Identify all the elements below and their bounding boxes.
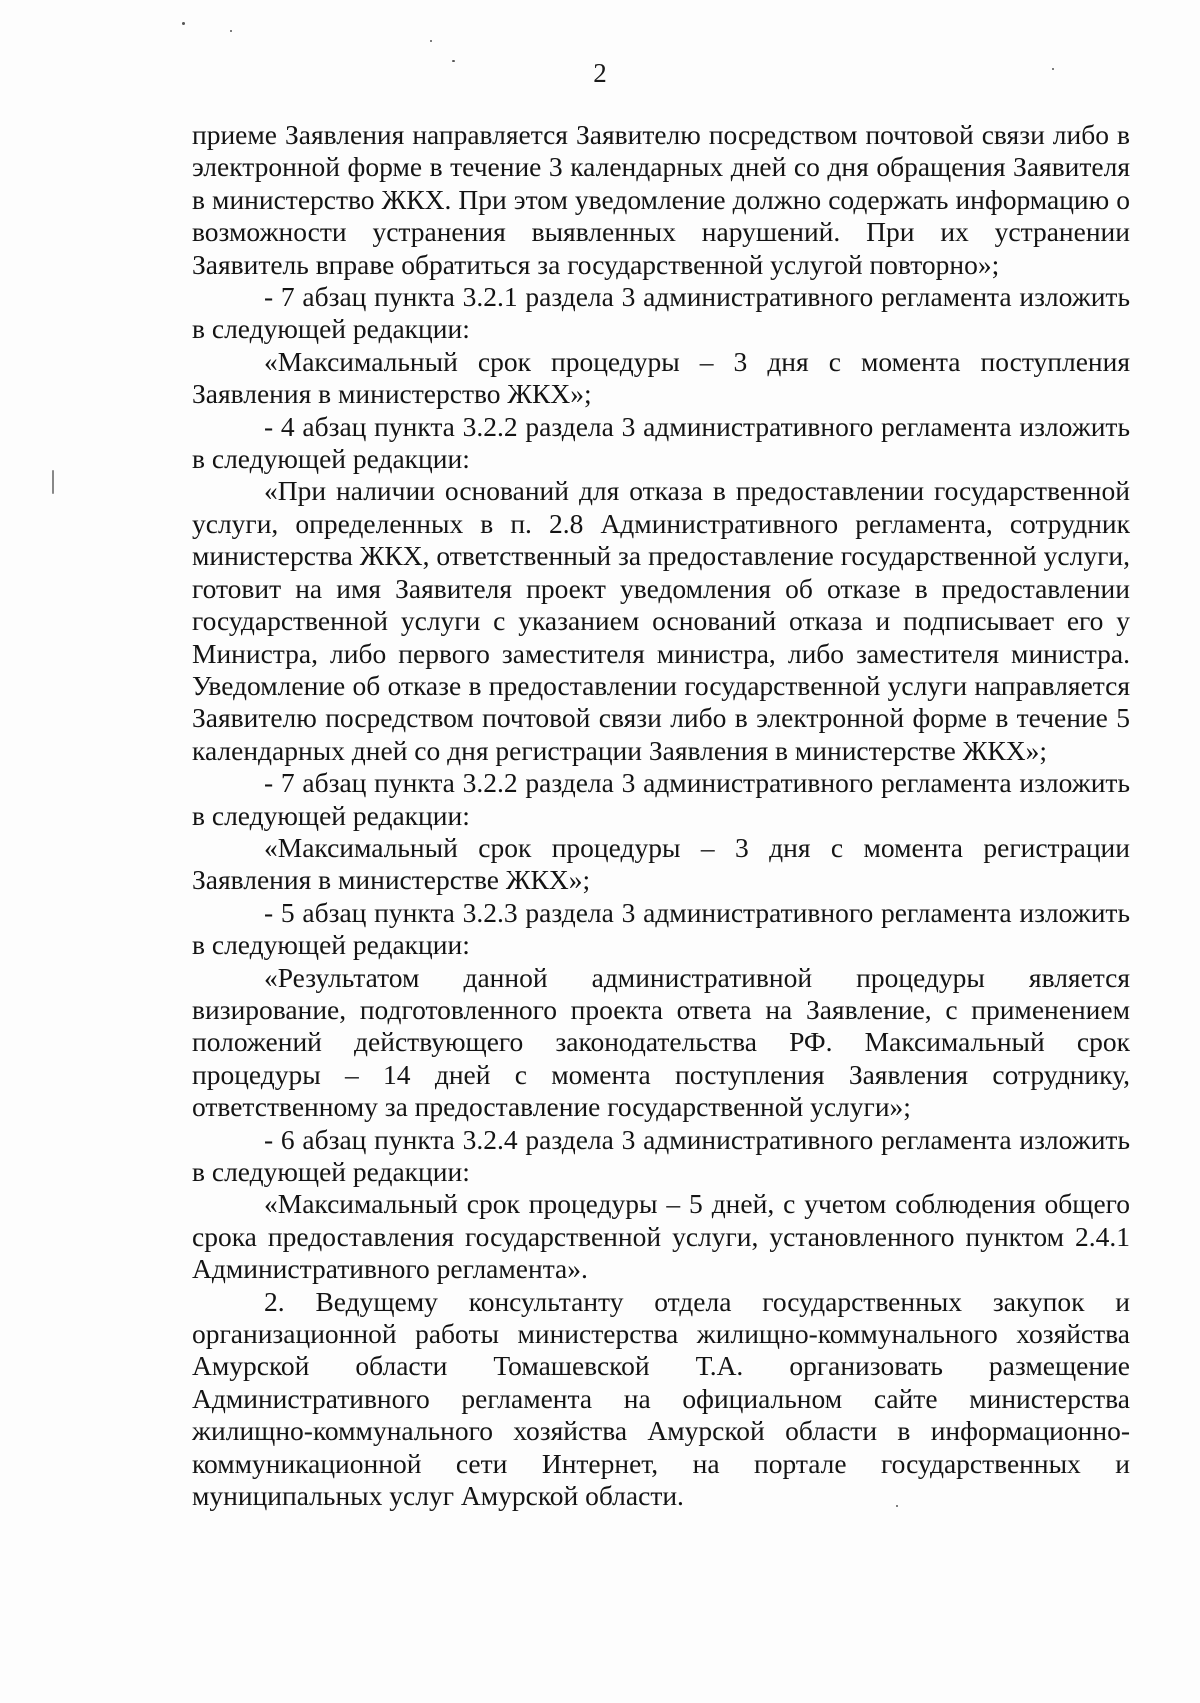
paragraph-quote-3-2-1: «Максимальный срок процедуры – 3 дня с момента поступления Заявления в министерство ЖКХ»; — [192, 345, 1130, 410]
scan-speck — [896, 1505, 898, 1507]
scan-speck — [230, 30, 232, 32]
scan-speck — [430, 40, 432, 42]
paragraph-amendment-3-2-2-a7: - 7 абзац пункта 3.2.2 раздела 3 административного регламента изложить в следующей редакции: — [192, 767, 1130, 831]
paragraph-quote-3-2-2-a7: «Максимальный срок процедуры – 3 дня с момента регистрации Заявления в министерстве ЖКХ»; — [192, 831, 1130, 896]
scan-speck — [452, 60, 455, 62]
scan-speck — [182, 22, 185, 25]
scan-speck — [52, 470, 54, 494]
paragraph-amendment-3-2-4: - 6 абзац пункта 3.2.4 раздела 3 административного регламента изложить в следующей редакции: — [192, 1123, 1130, 1187]
paragraph-amendment-3-2-1: - 7 абзац пункта 3.2.1 раздела 3 административного регламента изложить в следующей редакции: — [192, 281, 1130, 345]
paragraph-quote-3-2-3: «Результатом данной административной процедуры является визирование, подготовленного проекта ответа на Заявление, с применением положений действующего законодательства РФ. Максимальный срок процедуры – 14 дней с момента поступления Заявления сотруднику, ответственному за предоставление государственной услуги»; — [192, 961, 1130, 1123]
document-body — [192, 119, 1130, 1512]
page-number: 2 — [593, 58, 607, 88]
paragraph-continuation: приеме Заявления направляется Заявителю посредством почтовой связи либо в электронной форме в течение 3 календарных дней со дня обращения Заявителя в министерство ЖКХ. При этом уведомление должно содержать информацию о возможности устранения выявленных нарушений. При их устранении Заявитель вправе обратиться за государственной услугой повторно»; — [192, 119, 1130, 280]
paragraph-quote-3-2-2-a4: «При наличии оснований для отказа в предоставлении государственной услуги, определенных в п. 2.8 Административного регламента, сотрудник министерства ЖКХ, ответственный за предоставление государственной услуги, готовит на имя Заявителя проект уведомления об отказе в предоставлении государственной услуги с указанием оснований отказа и подписывает его у Министра, либо первого заместителя министра, либо заместителя министра. Уведомление об отказе в предоставлении государственной услуги направляется Заявителю посредством почтовой связи либо в электронной форме в течение 5 календарных дней со дня регистрации Заявления в министерстве ЖКХ»; — [192, 475, 1130, 766]
paragraph-amendment-3-2-3: - 5 абзац пункта 3.2.3 раздела 3 административного регламента изложить в следующей редакции: — [192, 896, 1130, 961]
paragraph-quote-3-2-4: «Максимальный срок процедуры – 5 дней, с учетом соблюдения общего срока предоставления государственной услуги, установленного пунктом 2.4.1 Административного регламента». — [192, 1188, 1130, 1285]
scan-speck — [1052, 68, 1054, 70]
paragraph-item-2: 2. Ведущему консультанту отдела государственных закупок и организационной работы министерства жилищно-коммунального хозяйства Амурской области Томашевской Т.А. организовать размещение Административного регламента на официальном сайте министерства жилищно-коммунального хозяйства Амурской области в информационно-коммуникационной сети Интернет, на портале государственных и муниципальных услуг Амурской области. — [192, 1285, 1130, 1512]
paragraph-amendment-3-2-2-a4: - 4 абзац пункта 3.2.2 раздела 3 административного регламента изложить в следующей редакции: — [192, 410, 1130, 475]
